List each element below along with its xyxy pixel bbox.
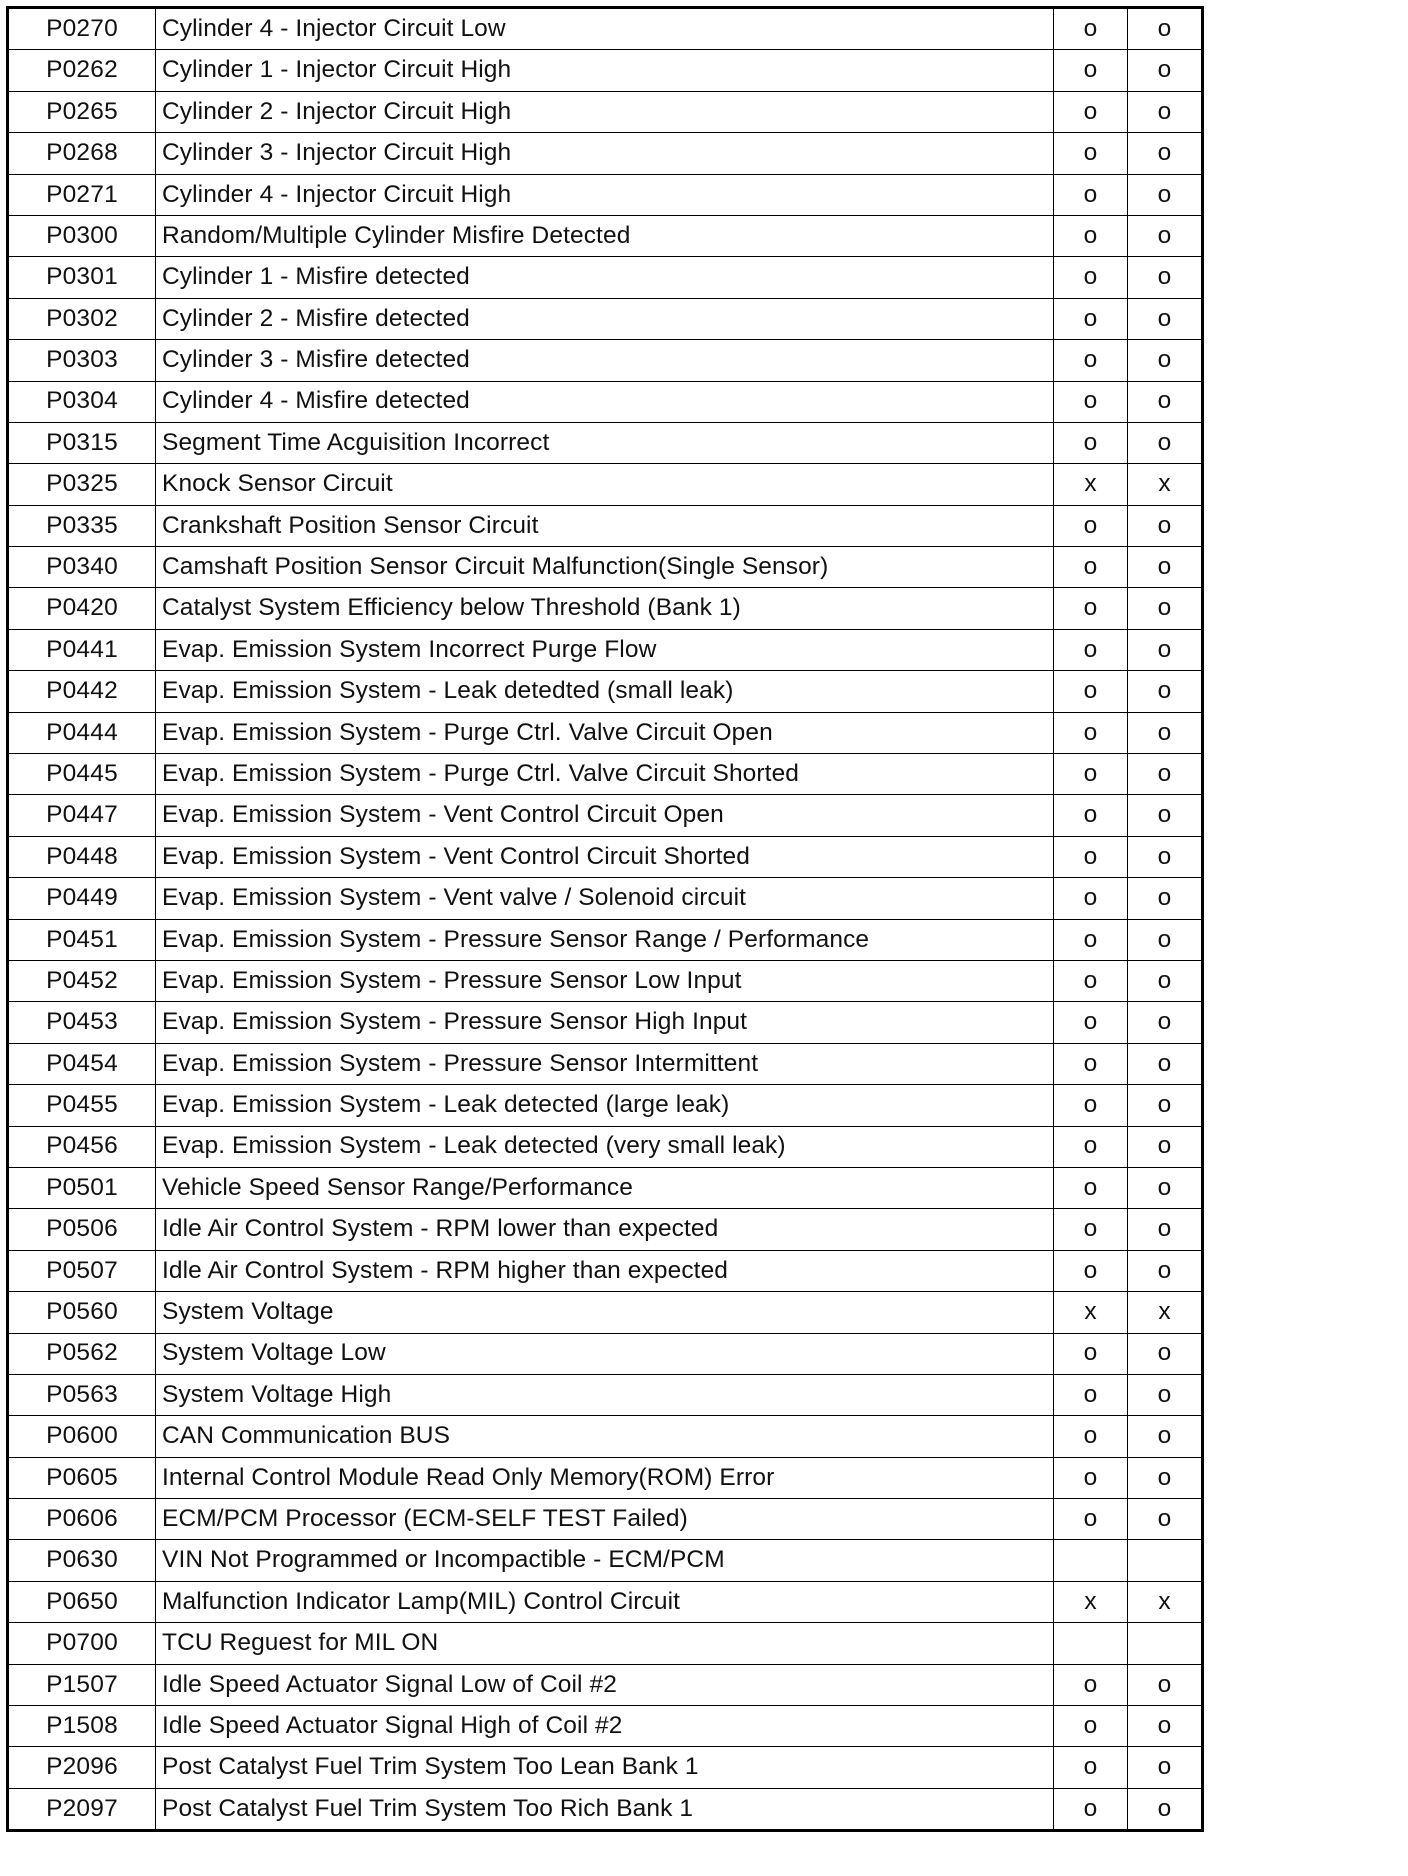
- dtc-mark-cell-2: o: [1128, 1788, 1203, 1830]
- dtc-mark-cell-1: x: [1054, 1292, 1128, 1333]
- table-row: [8, 1043, 1203, 1084]
- dtc-mark-cell-2: o: [1128, 50, 1203, 91]
- table-row: [8, 588, 1203, 629]
- dtc-code-cell: P0449: [8, 878, 156, 919]
- dtc-mark-cell-1: o: [1054, 1043, 1128, 1084]
- dtc-code-cell: P2097: [8, 1788, 156, 1830]
- dtc-code-cell: P0325: [8, 464, 156, 505]
- dtc-code-cell: P0270: [8, 8, 156, 50]
- dtc-description-cell: Cylinder 2 - Misfire detected: [156, 298, 1054, 339]
- dtc-code-cell: P0445: [8, 754, 156, 795]
- dtc-mark-cell-1: o: [1054, 1457, 1128, 1498]
- dtc-code-cell: P0304: [8, 381, 156, 422]
- dtc-code-cell: P0271: [8, 174, 156, 215]
- dtc-description-cell: Internal Control Module Read Only Memory(ROM) Error: [156, 1457, 1054, 1498]
- dtc-description-cell: Cylinder 2 - Injector Circuit High: [156, 91, 1054, 132]
- dtc-description-cell: Malfunction Indicator Lamp(MIL) Control Circuit: [156, 1581, 1054, 1622]
- dtc-mark-cell-2: o: [1128, 1416, 1203, 1457]
- dtc-description-cell: System Voltage: [156, 1292, 1054, 1333]
- dtc-mark-cell-2: x: [1128, 1292, 1203, 1333]
- dtc-mark-cell-2: o: [1128, 712, 1203, 753]
- dtc-mark-cell-1: o: [1054, 1664, 1128, 1705]
- table-row: [8, 1623, 1203, 1664]
- dtc-description-cell: Evap. Emission System - Leak detected (very small leak): [156, 1126, 1054, 1167]
- dtc-mark-cell-1: o: [1054, 91, 1128, 132]
- dtc-mark-cell-2: o: [1128, 1706, 1203, 1747]
- dtc-code-cell: P0605: [8, 1457, 156, 1498]
- table-row: [8, 629, 1203, 670]
- dtc-description-cell: Idle Air Control System - RPM higher than expected: [156, 1250, 1054, 1291]
- dtc-code-cell: P0265: [8, 91, 156, 132]
- dtc-description-cell: Knock Sensor Circuit: [156, 464, 1054, 505]
- dtc-code-cell: P0268: [8, 133, 156, 174]
- dtc-description-cell: Evap. Emission System - Vent Control Circuit Shorted: [156, 836, 1054, 877]
- dtc-description-cell: Cylinder 3 - Misfire detected: [156, 340, 1054, 381]
- dtc-description-cell: TCU Reguest for MIL ON: [156, 1623, 1054, 1664]
- dtc-mark-cell-2: o: [1128, 1374, 1203, 1415]
- dtc-mark-cell-1: o: [1054, 298, 1128, 339]
- dtc-mark-cell-1: o: [1054, 1002, 1128, 1043]
- table-row: [8, 1416, 1203, 1457]
- dtc-mark-cell-1: o: [1054, 588, 1128, 629]
- dtc-mark-cell-1: o: [1054, 629, 1128, 670]
- table-row: [8, 1002, 1203, 1043]
- dtc-code-cell: P0447: [8, 795, 156, 836]
- dtc-description-cell: Camshaft Position Sensor Circuit Malfunction(Single Sensor): [156, 547, 1054, 588]
- dtc-mark-cell-1: o: [1054, 878, 1128, 919]
- dtc-mark-cell-1: o: [1054, 505, 1128, 546]
- dtc-description-cell: Cylinder 4 - Injector Circuit Low: [156, 8, 1054, 50]
- dtc-code-cell: P0506: [8, 1209, 156, 1250]
- dtc-mark-cell-1: o: [1054, 215, 1128, 256]
- dtc-description-cell: Cylinder 1 - Misfire detected: [156, 257, 1054, 298]
- table-row: [8, 1499, 1203, 1540]
- dtc-mark-cell-1: o: [1054, 50, 1128, 91]
- dtc-mark-cell-2: x: [1128, 1581, 1203, 1622]
- table-row: [8, 505, 1203, 546]
- dtc-code-cell: P0501: [8, 1167, 156, 1208]
- table-row: [8, 1085, 1203, 1126]
- dtc-mark-cell-2: o: [1128, 422, 1203, 463]
- dtc-mark-cell-2: o: [1128, 133, 1203, 174]
- dtc-description-cell: System Voltage High: [156, 1374, 1054, 1415]
- dtc-description-cell: Evap. Emission System - Leak detected (large leak): [156, 1085, 1054, 1126]
- table-row: [8, 712, 1203, 753]
- dtc-code-cell: P2096: [8, 1747, 156, 1788]
- dtc-mark-cell-1: o: [1054, 960, 1128, 1001]
- dtc-description-cell: Evap. Emission System - Pressure Sensor Intermittent: [156, 1043, 1054, 1084]
- table-row: [8, 547, 1203, 588]
- dtc-description-cell: Evap. Emission System - Vent valve / Solenoid circuit: [156, 878, 1054, 919]
- dtc-code-cell: P0454: [8, 1043, 156, 1084]
- dtc-mark-cell-1: o: [1054, 1499, 1128, 1540]
- dtc-mark-cell-2: o: [1128, 340, 1203, 381]
- table-row: [8, 257, 1203, 298]
- dtc-description-cell: Crankshaft Position Sensor Circuit: [156, 505, 1054, 546]
- dtc-mark-cell-1: o: [1054, 754, 1128, 795]
- dtc-mark-cell-2: o: [1128, 1209, 1203, 1250]
- dtc-mark-cell-2: o: [1128, 8, 1203, 50]
- dtc-code-cell: P0451: [8, 919, 156, 960]
- dtc-description-cell: Post Catalyst Fuel Trim System Too Rich Bank 1: [156, 1788, 1054, 1830]
- dtc-description-cell: Evap. Emission System - Pressure Sensor Range / Performance: [156, 919, 1054, 960]
- dtc-code-cell: P0452: [8, 960, 156, 1001]
- dtc-description-cell: Vehicle Speed Sensor Range/Performance: [156, 1167, 1054, 1208]
- dtc-mark-cell-2: o: [1128, 298, 1203, 339]
- dtc-code-cell: P0562: [8, 1333, 156, 1374]
- dtc-mark-cell-2: o: [1128, 960, 1203, 1001]
- dtc-code-cell: P0302: [8, 298, 156, 339]
- dtc-code-cell: P0456: [8, 1126, 156, 1167]
- dtc-code-cell: P0442: [8, 671, 156, 712]
- table-row: [8, 1457, 1203, 1498]
- dtc-mark-cell-1: o: [1054, 712, 1128, 753]
- dtc-description-cell: Catalyst System Efficiency below Threshold (Bank 1): [156, 588, 1054, 629]
- dtc-code-cell: P0453: [8, 1002, 156, 1043]
- dtc-mark-cell-2: o: [1128, 547, 1203, 588]
- dtc-mark-cell-1: o: [1054, 1706, 1128, 1747]
- dtc-mark-cell-1: o: [1054, 1747, 1128, 1788]
- table-row: [8, 174, 1203, 215]
- dtc-code-cell: P0444: [8, 712, 156, 753]
- dtc-mark-cell-2: o: [1128, 671, 1203, 712]
- dtc-mark-cell-2: o: [1128, 1002, 1203, 1043]
- dtc-mark-cell-1: o: [1054, 919, 1128, 960]
- dtc-mark-cell-1: o: [1054, 1085, 1128, 1126]
- dtc-mark-cell-2: o: [1128, 174, 1203, 215]
- table-row: [8, 1664, 1203, 1705]
- dtc-mark-cell-1: o: [1054, 1250, 1128, 1291]
- table-row: [8, 1706, 1203, 1747]
- dtc-mark-cell-2: o: [1128, 754, 1203, 795]
- table-row: [8, 960, 1203, 1001]
- dtc-code-cell: P1507: [8, 1664, 156, 1705]
- dtc-description-cell: System Voltage Low: [156, 1333, 1054, 1374]
- dtc-mark-cell-1: o: [1054, 340, 1128, 381]
- table-row: [8, 671, 1203, 712]
- dtc-mark-cell-2: o: [1128, 215, 1203, 256]
- dtc-table: [6, 6, 1204, 1832]
- dtc-mark-cell-2: o: [1128, 1457, 1203, 1498]
- table-row: [8, 1581, 1203, 1622]
- dtc-mark-cell-2: o: [1128, 1085, 1203, 1126]
- dtc-code-cell: P0606: [8, 1499, 156, 1540]
- dtc-description-cell: Idle Air Control System - RPM lower than expected: [156, 1209, 1054, 1250]
- dtc-description-cell: Evap. Emission System - Pressure Sensor High Input: [156, 1002, 1054, 1043]
- dtc-mark-cell-2: o: [1128, 1747, 1203, 1788]
- table-row: [8, 133, 1203, 174]
- table-row: [8, 215, 1203, 256]
- table-row: [8, 1747, 1203, 1788]
- dtc-mark-cell-2: o: [1128, 836, 1203, 877]
- dtc-mark-cell-1: o: [1054, 1374, 1128, 1415]
- dtc-mark-cell-2: o: [1128, 381, 1203, 422]
- dtc-mark-cell-1: x: [1054, 464, 1128, 505]
- table-row: [8, 1374, 1203, 1415]
- table-row: [8, 1126, 1203, 1167]
- table-row: [8, 381, 1203, 422]
- dtc-description-cell: Evap. Emission System - Pressure Sensor Low Input: [156, 960, 1054, 1001]
- dtc-mark-cell-2: o: [1128, 629, 1203, 670]
- dtc-description-cell: CAN Communication BUS: [156, 1416, 1054, 1457]
- dtc-code-cell: P0455: [8, 1085, 156, 1126]
- table-row: [8, 1292, 1203, 1333]
- table-row: [8, 1540, 1203, 1581]
- dtc-description-cell: Post Catalyst Fuel Trim System Too Lean Bank 1: [156, 1747, 1054, 1788]
- dtc-mark-cell-1: o: [1054, 1333, 1128, 1374]
- dtc-mark-cell-1: o: [1054, 133, 1128, 174]
- table-row: [8, 1167, 1203, 1208]
- table-row: [8, 1333, 1203, 1374]
- dtc-mark-cell-2: o: [1128, 1664, 1203, 1705]
- table-row: [8, 919, 1203, 960]
- dtc-code-cell: P1508: [8, 1706, 156, 1747]
- dtc-mark-cell-1: [1054, 1623, 1128, 1664]
- dtc-mark-cell-1: o: [1054, 381, 1128, 422]
- dtc-mark-cell-2: o: [1128, 1126, 1203, 1167]
- dtc-mark-cell-1: o: [1054, 1167, 1128, 1208]
- dtc-description-cell: Random/Multiple Cylinder Misfire Detected: [156, 215, 1054, 256]
- dtc-code-cell: P0300: [8, 215, 156, 256]
- dtc-mark-cell-2: o: [1128, 505, 1203, 546]
- table-row: [8, 8, 1203, 50]
- dtc-code-cell: P0262: [8, 50, 156, 91]
- table-row: [8, 1788, 1203, 1830]
- table-row: [8, 298, 1203, 339]
- table-row: [8, 464, 1203, 505]
- dtc-description-cell: Idle Speed Actuator Signal High of Coil #2: [156, 1706, 1054, 1747]
- table-row: [8, 836, 1203, 877]
- dtc-mark-cell-1: o: [1054, 257, 1128, 298]
- dtc-code-cell: P0448: [8, 836, 156, 877]
- dtc-mark-cell-2: o: [1128, 91, 1203, 132]
- dtc-mark-cell-2: o: [1128, 1167, 1203, 1208]
- table-row: [8, 91, 1203, 132]
- dtc-mark-cell-1: o: [1054, 1209, 1128, 1250]
- dtc-code-cell: P0563: [8, 1374, 156, 1415]
- dtc-mark-cell-2: o: [1128, 257, 1203, 298]
- dtc-mark-cell-2: o: [1128, 1499, 1203, 1540]
- dtc-description-cell: Evap. Emission System - Purge Ctrl. Valve Circuit Shorted: [156, 754, 1054, 795]
- dtc-mark-cell-2: o: [1128, 795, 1203, 836]
- dtc-description-cell: Cylinder 4 - Misfire detected: [156, 381, 1054, 422]
- dtc-mark-cell-2: o: [1128, 1333, 1203, 1374]
- dtc-mark-cell-1: o: [1054, 671, 1128, 712]
- dtc-description-cell: Evap. Emission System - Purge Ctrl. Valve Circuit Open: [156, 712, 1054, 753]
- dtc-mark-cell-2: [1128, 1540, 1203, 1581]
- table-row: [8, 340, 1203, 381]
- dtc-description-cell: Cylinder 3 - Injector Circuit High: [156, 133, 1054, 174]
- dtc-code-cell: P0340: [8, 547, 156, 588]
- table-row: [8, 754, 1203, 795]
- dtc-mark-cell-2: x: [1128, 464, 1203, 505]
- dtc-mark-cell-1: o: [1054, 836, 1128, 877]
- dtc-mark-cell-1: x: [1054, 1581, 1128, 1622]
- dtc-code-cell: P0507: [8, 1250, 156, 1291]
- table-row: [8, 50, 1203, 91]
- dtc-description-cell: Evap. Emission System - Vent Control Circuit Open: [156, 795, 1054, 836]
- dtc-description-cell: Evap. Emission System - Leak detedted (small leak): [156, 671, 1054, 712]
- table-row: [8, 878, 1203, 919]
- dtc-code-cell: P0630: [8, 1540, 156, 1581]
- dtc-description-cell: Evap. Emission System Incorrect Purge Flow: [156, 629, 1054, 670]
- dtc-code-cell: P0303: [8, 340, 156, 381]
- dtc-mark-cell-1: o: [1054, 1126, 1128, 1167]
- dtc-mark-cell-1: o: [1054, 1416, 1128, 1457]
- dtc-mark-cell-2: o: [1128, 919, 1203, 960]
- dtc-description-cell: Segment Time Acguisition Incorrect: [156, 422, 1054, 463]
- dtc-table-body: [8, 8, 1203, 1831]
- dtc-mark-cell-1: o: [1054, 795, 1128, 836]
- dtc-mark-cell-1: o: [1054, 422, 1128, 463]
- dtc-code-cell: P0650: [8, 1581, 156, 1622]
- dtc-mark-cell-2: o: [1128, 1250, 1203, 1291]
- dtc-description-cell: VIN Not Programmed or Incompactible - ECM/PCM: [156, 1540, 1054, 1581]
- dtc-mark-cell-2: [1128, 1623, 1203, 1664]
- dtc-code-cell: P0441: [8, 629, 156, 670]
- table-row: [8, 1250, 1203, 1291]
- dtc-code-cell: P0700: [8, 1623, 156, 1664]
- dtc-mark-cell-2: o: [1128, 588, 1203, 629]
- dtc-description-cell: ECM/PCM Processor (ECM-SELF TEST Failed): [156, 1499, 1054, 1540]
- dtc-code-cell: P0335: [8, 505, 156, 546]
- dtc-code-cell: P0315: [8, 422, 156, 463]
- dtc-code-cell: P0560: [8, 1292, 156, 1333]
- dtc-code-cell: P0600: [8, 1416, 156, 1457]
- dtc-description-cell: Idle Speed Actuator Signal Low of Coil #2: [156, 1664, 1054, 1705]
- dtc-mark-cell-1: o: [1054, 174, 1128, 215]
- dtc-mark-cell-1: [1054, 1540, 1128, 1581]
- table-row: [8, 795, 1203, 836]
- dtc-mark-cell-2: o: [1128, 1043, 1203, 1084]
- dtc-description-cell: Cylinder 1 - Injector Circuit High: [156, 50, 1054, 91]
- dtc-mark-cell-1: o: [1054, 1788, 1128, 1830]
- dtc-mark-cell-1: o: [1054, 547, 1128, 588]
- table-row: [8, 1209, 1203, 1250]
- dtc-mark-cell-2: o: [1128, 878, 1203, 919]
- dtc-description-cell: Cylinder 4 - Injector Circuit High: [156, 174, 1054, 215]
- dtc-mark-cell-1: o: [1054, 8, 1128, 50]
- table-row: [8, 422, 1203, 463]
- dtc-code-cell: P0420: [8, 588, 156, 629]
- dtc-code-cell: P0301: [8, 257, 156, 298]
